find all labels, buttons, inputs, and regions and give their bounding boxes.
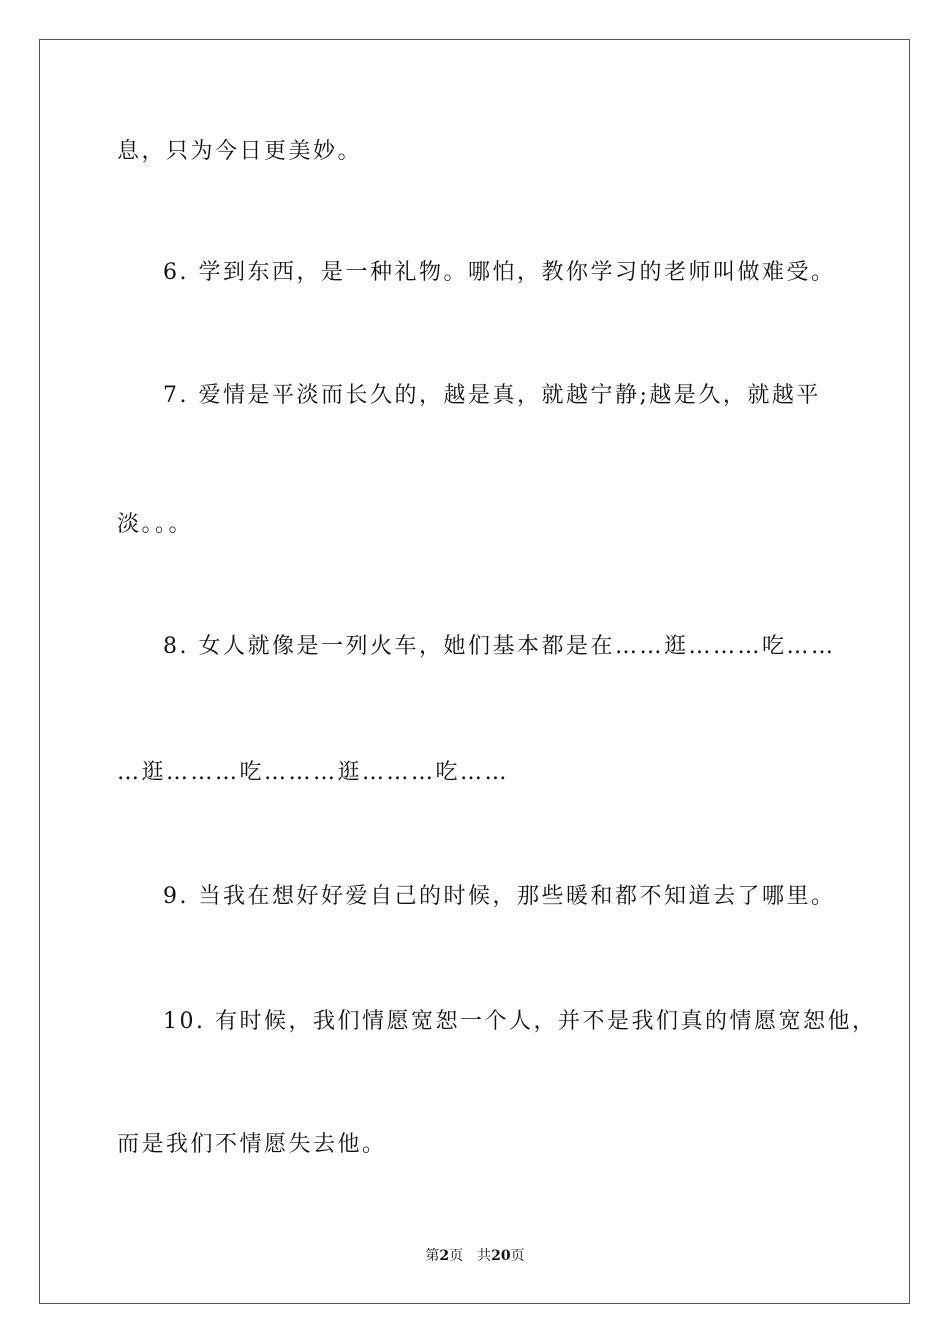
current-page-number: 2 — [439, 1248, 450, 1264]
total-page-number: 20 — [491, 1248, 511, 1264]
page-footer — [0, 1246, 950, 1266]
text-line-5: 8. 女人就像是一列火车，她们基本都是在……逛………吃…… — [163, 634, 836, 659]
text-line-6: …逛………吃………逛………吃…… — [117, 760, 510, 785]
text-line-8: 10. 有时候，我们情愿宽恕一个人，并不是我们真的情愿宽恕他， — [163, 1009, 877, 1034]
text-line-7: 9. 当我在想好好爱自己的时候，那些暖和都不知道去了哪里。 — [163, 884, 836, 909]
page-unit: 页 — [449, 1248, 464, 1264]
text-line-2: 6. 学到东西，是一种礼物。哪怕，教你学习的老师叫做难受。 — [163, 260, 836, 285]
text-line-9: 而是我们不情愿失去他。 — [117, 1132, 387, 1157]
page-prefix: 第 — [425, 1248, 440, 1264]
total-prefix: 共 — [477, 1248, 492, 1264]
text-line-1: 息，只为今日更美妙。 — [117, 139, 363, 164]
page-border — [39, 39, 910, 1304]
total-unit: 页 — [510, 1248, 525, 1264]
text-line-3: 7. 爱情是平淡而长久的，越是真，就越宁静;越是久，就越平 — [163, 383, 821, 408]
text-line-4: 淡。。。 — [117, 512, 194, 537]
